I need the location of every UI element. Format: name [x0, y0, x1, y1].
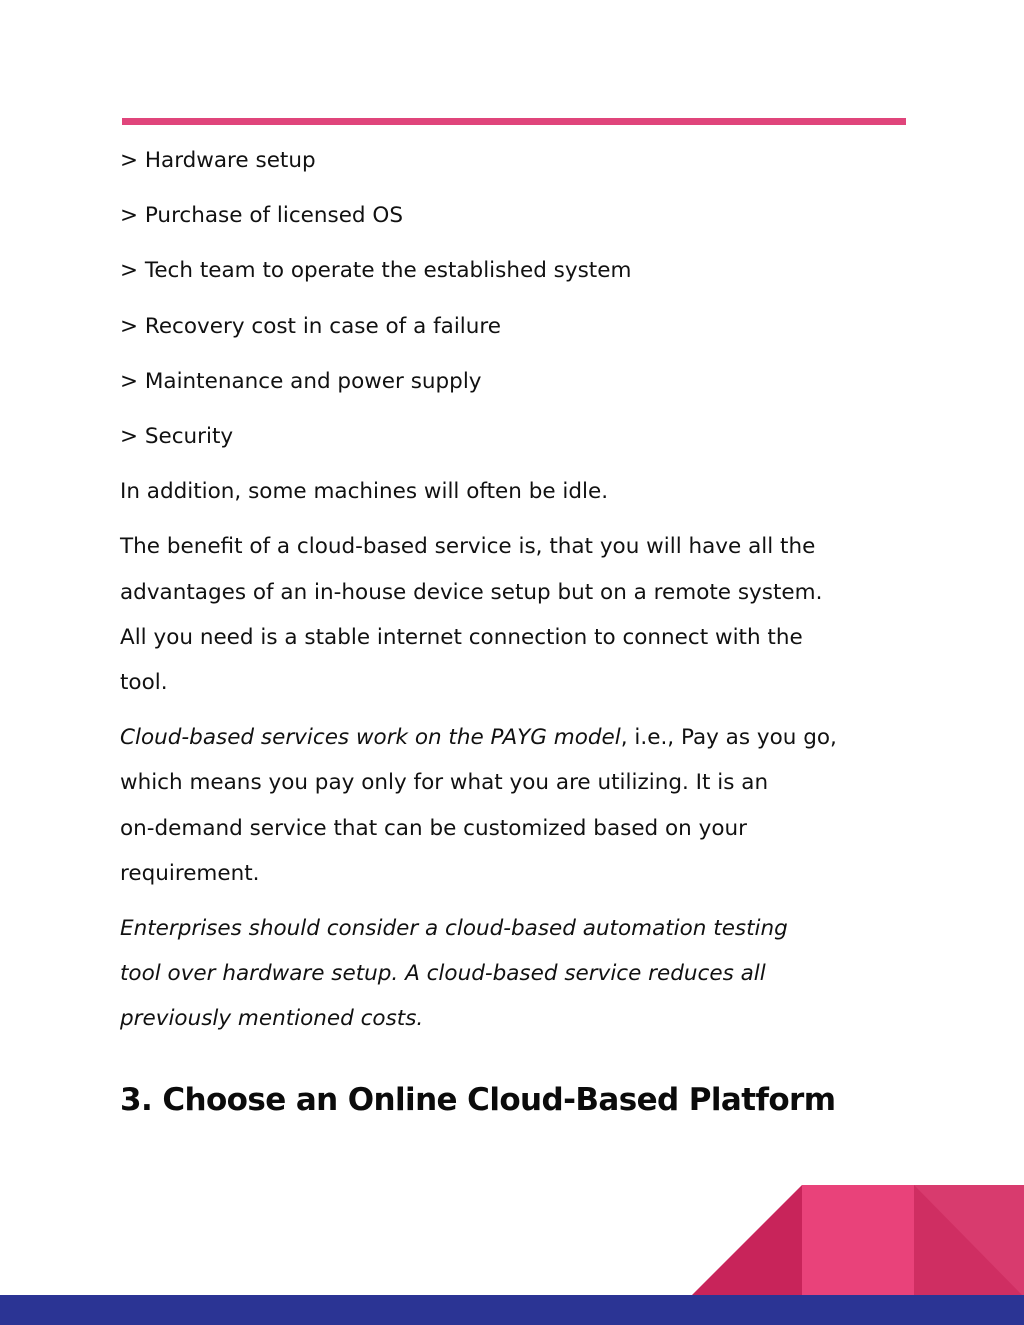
bullet-security: > Security: [120, 424, 234, 449]
corner-block-center: [802, 1185, 914, 1297]
paragraph-enterprise-line: tool over hardware setup. A cloud-based service reduces all: [120, 961, 766, 986]
paragraph-enterprise-line: Enterprises should consider a cloud-based automation testing: [120, 916, 788, 941]
paragraph-payg-line: on-demand service that can be customized based on your: [120, 816, 747, 841]
paragraph-payg-first-line: [120, 724, 837, 752]
paragraph-payg-line: requirement.: [120, 861, 260, 886]
paragraph-benefit-line: advantages of an in-house device setup but on a remote system.: [120, 580, 823, 605]
bullet-tech-team: > Tech team to operate the established system: [120, 258, 632, 283]
corner-decoration: [690, 1185, 1024, 1297]
paragraph-benefit-line: All you need is a stable internet connection to connect with the: [120, 625, 803, 650]
payg-italic-lead: Cloud-based services work on the PAYG model: [120, 725, 621, 750]
paragraph-idle-machines: In addition, some machines will often be idle.: [120, 479, 609, 504]
corner-triangle-left: [690, 1185, 802, 1297]
payg-lead-rest: , i.e., Pay as you go,: [620, 725, 837, 750]
bullet-hardware-setup: > Hardware setup: [120, 148, 316, 173]
bullet-maintenance: > Maintenance and power supply: [120, 369, 482, 394]
bottom-footer-band: [0, 1295, 1024, 1325]
bullet-licensed-os: > Purchase of licensed OS: [120, 203, 403, 228]
section-heading: 3. Choose an Online Cloud-Based Platform: [120, 1082, 836, 1118]
paragraph-enterprise-line: previously mentioned costs.: [120, 1006, 424, 1031]
top-accent-rule: [122, 118, 906, 125]
paragraph-benefit-line: The benefit of a cloud-based service is, that you will have all the: [120, 534, 816, 559]
paragraph-payg-line: which means you pay only for what you are utilizing. It is an: [120, 770, 769, 795]
bullet-recovery-cost: > Recovery cost in case of a failure: [120, 314, 501, 339]
paragraph-benefit-line: tool.: [120, 670, 168, 695]
